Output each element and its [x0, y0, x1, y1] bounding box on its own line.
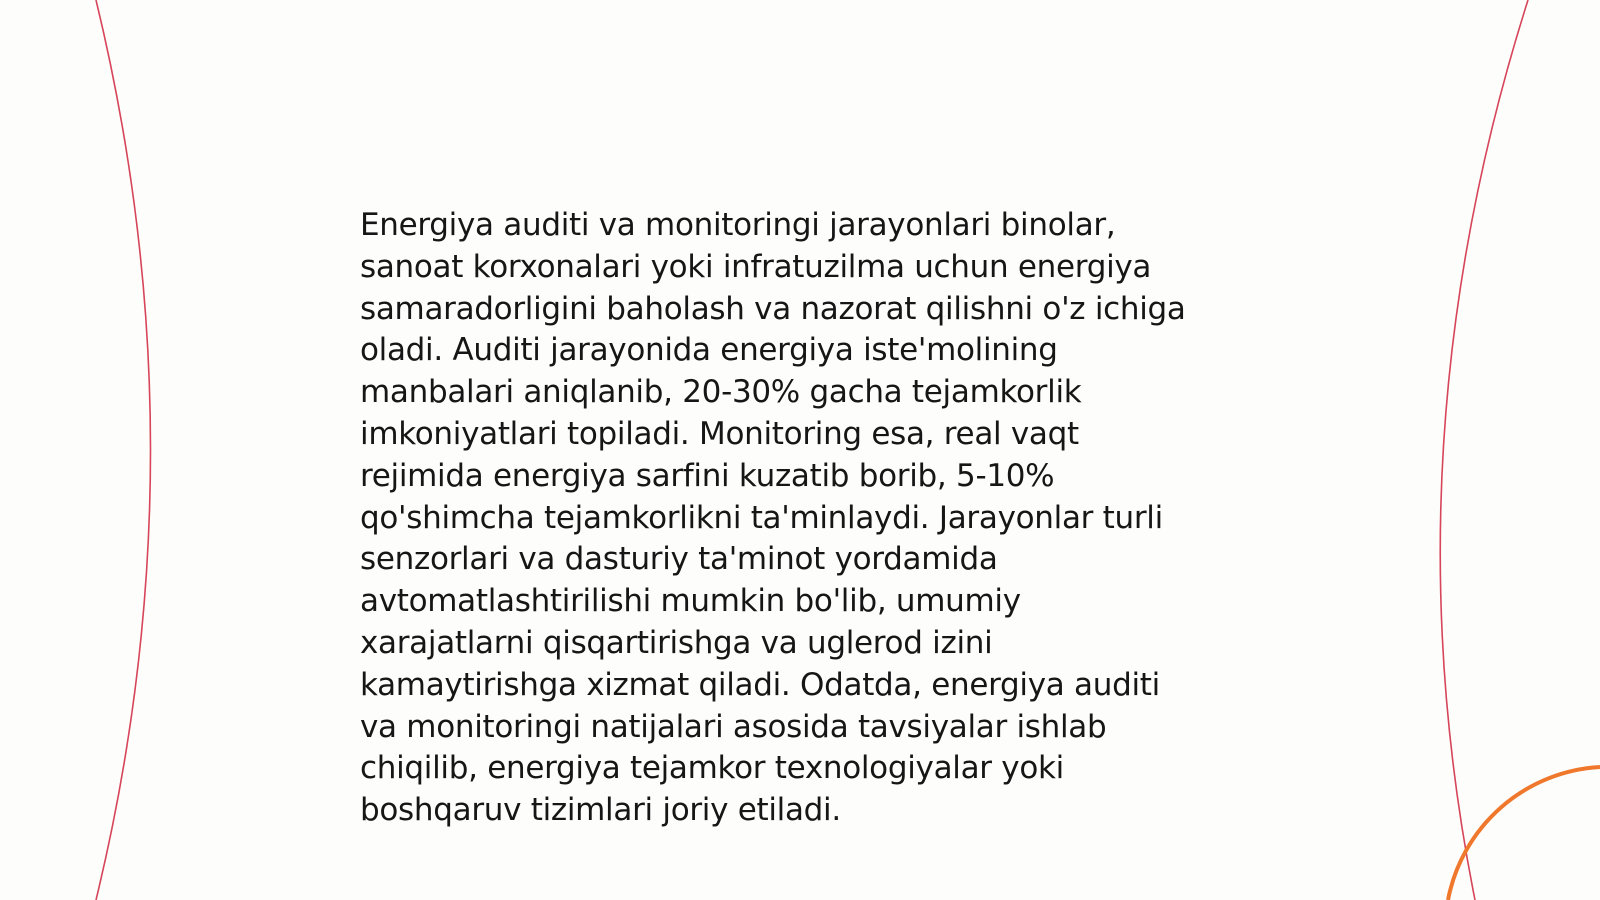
paragraph-line: rejimida energiya sarfini kuzatib borib, 5-10%	[360, 457, 1055, 494]
paragraph-line: imkoniyatlari topiladi. Monitoring esa, real vaqt	[360, 415, 1079, 452]
paragraph-line: oladi. Auditi jarayonida energiya iste'molining	[360, 332, 1058, 369]
paragraph-line: qo'shimcha tejamkorlikni ta'minlaydi. Jarayonlar turli	[360, 499, 1163, 536]
paragraph-line: xarajatlarni qisqartirishga va uglerod izini	[360, 624, 993, 661]
paragraph-line: chiqilib, energiya tejamkor texnologiyalar yoki	[360, 750, 1064, 787]
paragraph-line: kamaytirishga xizmat qiladi. Odatda, energiya auditi	[360, 666, 1160, 703]
paragraph-line: va monitoringi natijalari asosida tavsiyalar ishlab	[360, 708, 1107, 745]
paragraph-line: samaradorligini baholash va nazorat qilishni o'z ichiga	[360, 290, 1186, 327]
paragraph-line: Energiya auditi va monitoringi jarayonlari binolar,	[360, 207, 1116, 243]
paragraph-line: boshqaruv tizimlari joriy etiladi.	[360, 792, 841, 829]
paragraph-line: avtomatlashtirilishi mumkin bo'lib, umumiy	[360, 583, 1021, 620]
right-curve	[1440, 0, 1528, 900]
left-curve	[96, 0, 151, 900]
paragraph-line: manbalari aniqlanib, 20-30% gacha tejamkorlik	[360, 374, 1082, 411]
paragraph-line: sanoat korxonalari yoki infratuzilma uchun energiya	[360, 248, 1152, 285]
body-paragraph	[360, 205, 1260, 832]
paragraph-line: senzorlari va dasturiy ta'minot yordamida	[360, 541, 998, 578]
